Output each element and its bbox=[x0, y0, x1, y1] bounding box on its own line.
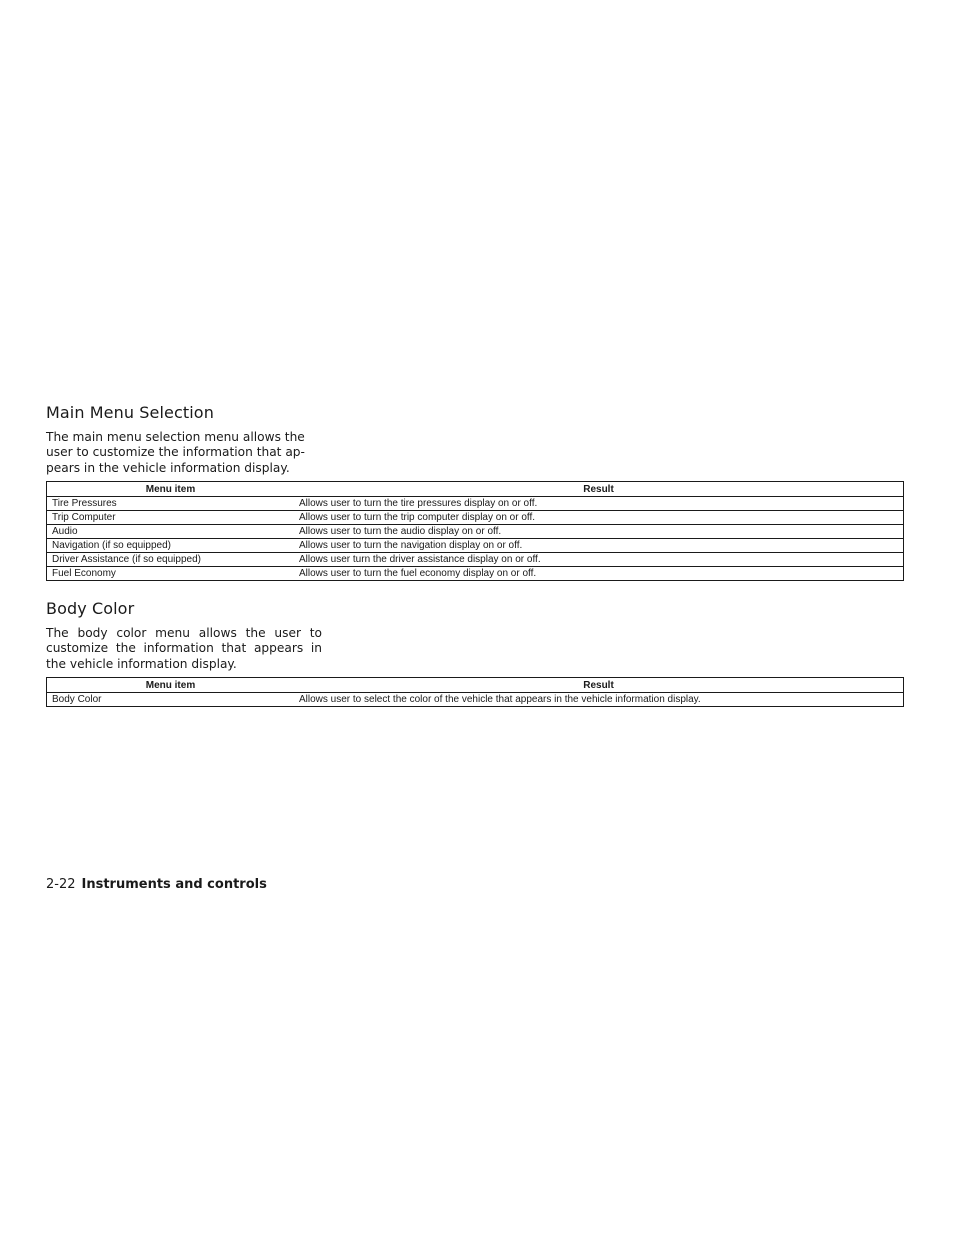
menu-item-cell: Driver Assistance (if so equipped) bbox=[47, 553, 295, 567]
table-row bbox=[47, 525, 904, 539]
column-header-result: Result bbox=[294, 678, 904, 693]
table-row bbox=[47, 497, 904, 511]
table-header-row bbox=[47, 482, 904, 497]
section-title-body-color: Body Color bbox=[46, 599, 135, 618]
result-cell: Allows user to turn the tire pressures display on or off. bbox=[294, 497, 904, 511]
column-header-menu-item: Menu item bbox=[47, 482, 295, 497]
table-row bbox=[47, 693, 904, 707]
result-cell: Allows user to turn the fuel economy display on or off. bbox=[294, 567, 904, 581]
column-header-menu-item: Menu item bbox=[47, 678, 295, 693]
menu-item-cell: Audio bbox=[47, 525, 295, 539]
menu-item-cell: Body Color bbox=[47, 693, 295, 707]
page-number: 2-22 bbox=[46, 877, 76, 892]
table-row bbox=[47, 539, 904, 553]
section-intro-main-menu-selection: The main menu selection menu allows the user to customize the information that ap- pears in the vehicle information display. bbox=[46, 430, 305, 475]
menu-item-cell: Tire Pressures bbox=[47, 497, 295, 511]
result-cell: Allows user to turn the navigation display on or off. bbox=[294, 539, 904, 553]
table-row bbox=[47, 567, 904, 581]
table-header-row bbox=[47, 678, 904, 693]
page-footer bbox=[46, 877, 267, 893]
main-menu-selection-table bbox=[46, 481, 904, 581]
table-row bbox=[47, 553, 904, 567]
section-intro-body-color: The body color menu allows the user to customize the information that appears in the vehicle information display. bbox=[46, 626, 322, 671]
result-cell: Allows user to turn the trip computer display on or off. bbox=[294, 511, 904, 525]
table-row bbox=[47, 511, 904, 525]
result-cell: Allows user to select the color of the vehicle that appears in the vehicle information display. bbox=[294, 693, 904, 707]
result-cell: Allows user to turn the audio display on or off. bbox=[294, 525, 904, 539]
chapter-title: Instruments and controls bbox=[81, 877, 267, 892]
body-color-table bbox=[46, 677, 904, 707]
column-header-result: Result bbox=[294, 482, 904, 497]
result-cell: Allows user turn the driver assistance display on or off. bbox=[294, 553, 904, 567]
menu-item-cell: Fuel Economy bbox=[47, 567, 295, 581]
section-title-main-menu-selection: Main Menu Selection bbox=[46, 403, 214, 422]
menu-item-cell: Navigation (if so equipped) bbox=[47, 539, 295, 553]
menu-item-cell: Trip Computer bbox=[47, 511, 295, 525]
